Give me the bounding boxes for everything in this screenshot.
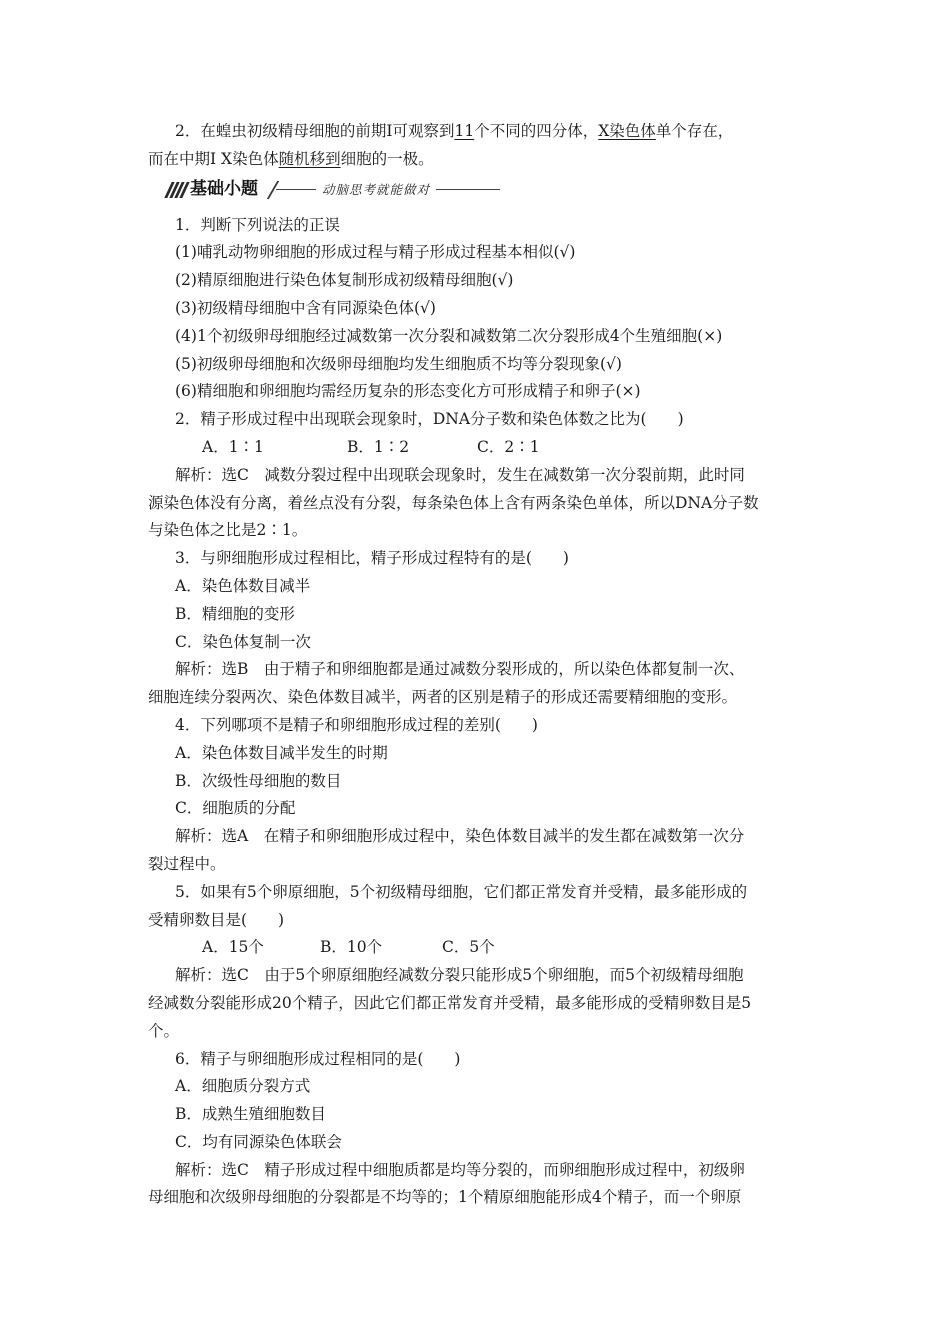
q5-option-b: B．10个 — [320, 938, 383, 957]
q1-item: (1)哺乳动物卵细胞的形成过程与精子形成过程基本相似(√) — [175, 243, 576, 262]
q2-option-a: A．1∶1 — [202, 437, 264, 456]
intro-answer-3: 随机移到 — [278, 149, 341, 168]
section-header — [168, 170, 808, 210]
section-rule-left — [276, 189, 316, 190]
q5-explanation: 解析：选C 由于5个卵原细胞经减数分裂只能形成5个卵细胞，而5个初级精母细胞 — [175, 966, 744, 985]
intro-answer-2: X染色体 — [598, 122, 656, 140]
q1-item: (4)1个初级卵母细胞经过减数第一次分裂和减数第二次分裂形成4个生殖细胞(×) — [175, 326, 723, 345]
q1-item: (5)初级卵母细胞和次级卵母细胞均发生细胞质不均等分裂现象(√) — [175, 354, 622, 373]
section-rule-right — [436, 189, 500, 190]
intro-line-1 — [148, 118, 808, 146]
q5-explanation: 个。 — [148, 1021, 180, 1040]
q5-options — [148, 934, 808, 962]
q5-explanation: 经减数分裂能形成20个精子，因此它们都正常发育并受精，最多能形成的受精卵数目是5 — [148, 993, 752, 1012]
q4-option-c: C．细胞质的分配 — [175, 799, 296, 818]
q5-option-c: C．5个 — [442, 938, 495, 957]
q5-stem: 受精卵数目是( ) — [148, 910, 285, 929]
intro-text: 个不同的四分体， — [474, 122, 599, 140]
q2-options — [148, 434, 808, 462]
q5-option-a: A．15个 — [202, 938, 264, 957]
q2-explanation: 解析：选C 减数分裂过程中出现联会现象时，发生在减数第一次分裂前期，此时同 — [175, 465, 745, 484]
q2-option-b: B．1∶2 — [347, 437, 410, 456]
intro-text: 细胞的一极。 — [340, 149, 434, 168]
q2-stem: 2．精子形成过程中出现联会现象时，DNA分子数和染色体数之比为( ) — [175, 410, 684, 429]
q5-stem: 5．如果有5个卵原细胞，5个初级精母细胞，它们都正常发育并受精，最多能形成的 — [175, 882, 748, 901]
intro-text: 单个存在， — [655, 122, 734, 140]
q2-option-c: C．2∶1 — [477, 437, 540, 456]
q6-option-a: A．细胞质分裂方式 — [175, 1077, 311, 1096]
section-subtitle: 动脑思考就能做对 — [322, 181, 431, 197]
q1-item: (2)精原细胞进行染色体复制形成初级精母细胞(√) — [175, 271, 514, 290]
q3-stem: 3．与卵细胞形成过程相比，精子形成过程特有的是( ) — [175, 549, 569, 568]
q2-explanation: 源染色体没有分离，着丝点没有分裂，每条染色体上含有两条染色单体，所以DNA分子数 — [148, 493, 759, 512]
q3-explanation: 解析：选B 由于精子和卵细胞都是通过减数分裂形成的，所以染色体都复制一次、 — [175, 660, 745, 679]
intro-answer-1: 11 — [454, 122, 475, 140]
q1-item: (6)精细胞和卵细胞均需经历复杂的形态变化方可形成精子和卵子(×) — [175, 382, 641, 401]
intro-text: 而在中期Ⅰ X染色体 — [148, 149, 279, 168]
q4-stem: 4．下列哪项不是精子和卵细胞形成过程的差别( ) — [175, 715, 538, 734]
q6-stem: 6．精子与卵细胞形成过程相同的是( ) — [175, 1049, 461, 1068]
q4-option-a: A．染色体数目减半发生的时期 — [175, 743, 388, 762]
q1-item: (3)初级精母细胞中含有同源染色体(√) — [175, 298, 436, 317]
q3-option-b: B．精细胞的变形 — [175, 604, 295, 623]
q6-explanation: 母细胞和次级卵母细胞的分裂都是不均等的；1个精原细胞能形成4个精子，而一个卵原 — [148, 1188, 742, 1207]
q4-option-b: B．次级性母细胞的数目 — [175, 771, 342, 790]
q6-option-c: C．均有同源染色体联会 — [175, 1132, 342, 1151]
document-content — [148, 118, 808, 1212]
intro-text: 2．在蝗虫初级精母细胞的前期Ⅰ可观察到 — [175, 122, 455, 140]
q2-explanation: 与染色体之比是2∶1。 — [148, 521, 308, 540]
q3-option-c: C．染色体复制一次 — [175, 632, 311, 651]
q4-explanation: 裂过程中。 — [148, 854, 226, 873]
q4-explanation: 解析：选A 在精子和卵细胞形成过程中，染色体数目减半的发生都在减数第一次分 — [175, 827, 745, 846]
q3-option-a: A．染色体数目减半 — [175, 576, 311, 595]
q6-explanation: 解析：选C 精子形成过程中细胞质都是均等分裂的，而卵细胞形成过程中，初级卵 — [175, 1160, 745, 1179]
q6-option-b: B．成熟生殖细胞数目 — [175, 1105, 326, 1124]
section-title: 基础小题 — [190, 178, 258, 199]
q3-explanation: 细胞连续分裂两次、染色体数目减半，两者的区别是精子的形成还需要精细胞的变形。 — [148, 688, 738, 707]
section-stripes-icon — [164, 182, 189, 198]
q1-stem: 1．判断下列说法的正误 — [175, 215, 340, 234]
